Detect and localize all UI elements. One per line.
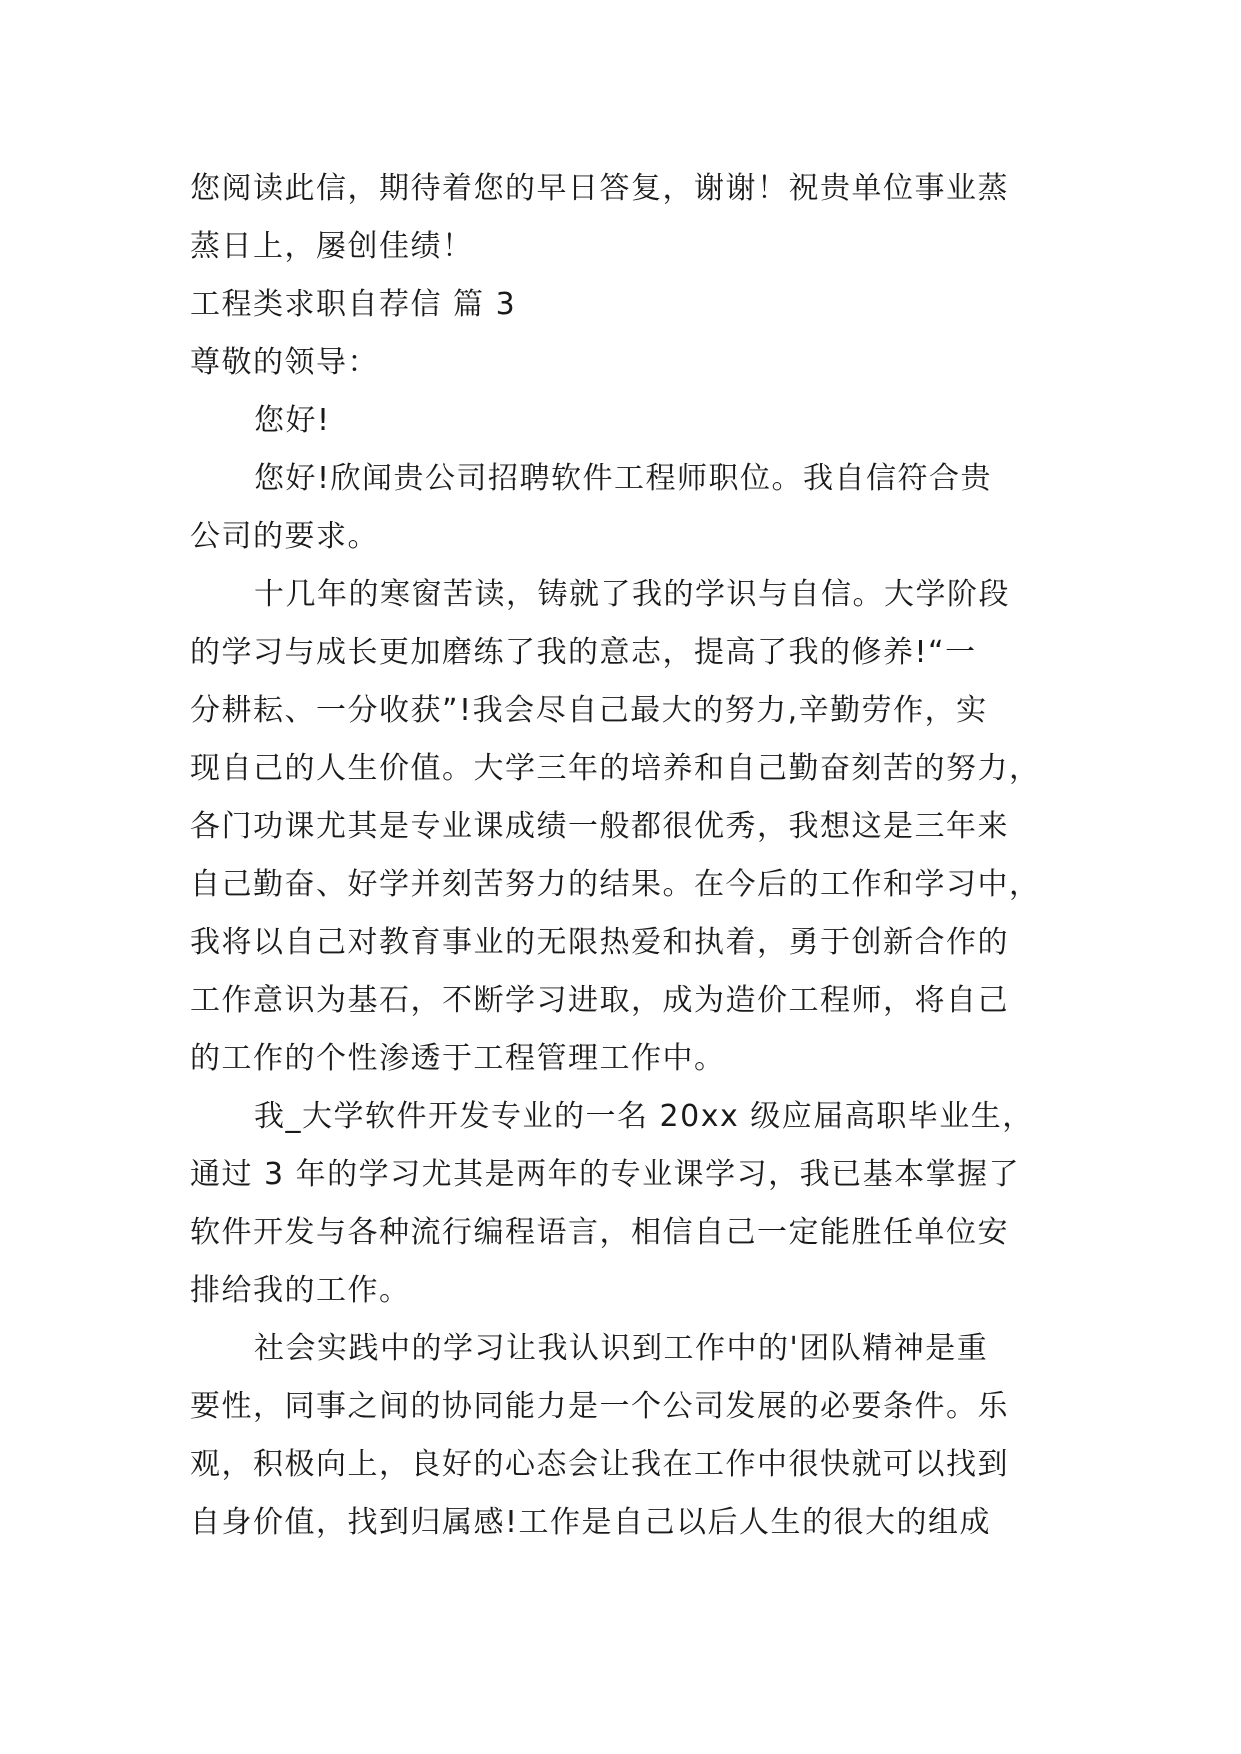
text-line: 各门功课尤其是专业课成绩一般都很优秀，我想这是三年来 <box>190 809 1009 844</box>
text-line: 通过 3 年的学习尤其是两年的专业课学习，我已基本掌握了 <box>190 1157 1021 1192</box>
text-line: 观，积极向上，良好的心态会让我在工作中很快就可以找到 <box>190 1447 1009 1482</box>
text-line: 自己勤奋、好学并刻苦努力的结果。在今后的工作和学习中， <box>190 867 1041 902</box>
text-line: 社会实践中的学习让我认识到工作中的'团队精神是重 <box>254 1331 989 1366</box>
text-line: 现自己的人生价值。大学三年的培养和自己勤奋刻苦的努力， <box>190 751 1041 786</box>
text-line: 的学习与成长更加磨练了我的意志，提高了我的修养!“一 <box>190 635 977 670</box>
text-line: 自身价值，找到归属感!工作是自己以后人生的很大的组成 <box>190 1505 992 1540</box>
text-line: 公司的要求。 <box>190 519 379 554</box>
text-line: 您好!欣闻贵公司招聘软件工程师职位。我自信符合贵 <box>254 461 993 496</box>
text-line: 分耕耘、一分收获”!我会尽自己最大的努力,辛勤劳作，实 <box>190 693 988 728</box>
text-line: 我_大学软件开发专业的一名 20xx 级应届高职毕业生， <box>254 1099 1034 1134</box>
text-line: 工作意识为基石，不断学习进取，成为造价工程师，将自己 <box>190 983 1009 1018</box>
text-line: 我将以自己对教育事业的无限热爱和执着，勇于创新合作的 <box>190 925 1009 960</box>
greeting: 您好! <box>254 403 331 438</box>
text-line: 的工作的个性渗透于工程管理工作中。 <box>190 1041 726 1076</box>
section-heading: 工程类求职自荐信 篇 3 <box>190 287 517 322</box>
text-line: 软件开发与各种流行编程语言，相信自己一定能胜任单位安 <box>190 1215 1009 1250</box>
text-line: 您阅读此信，期待着您的早日答复，谢谢！祝贵单位事业蒸 <box>190 171 1009 206</box>
text-line: 蒸日上，屡创佳绩！ <box>190 229 474 264</box>
document-body <box>190 160 1060 1552</box>
text-line: 十几年的寒窗苦读，铸就了我的学识与自信。大学阶段 <box>254 577 1010 612</box>
text-line: 要性，同事之间的协同能力是一个公司发展的必要条件。乐 <box>190 1389 1009 1424</box>
text-line: 排给我的工作。 <box>190 1273 411 1308</box>
salutation: 尊敬的领导： <box>190 345 379 380</box>
